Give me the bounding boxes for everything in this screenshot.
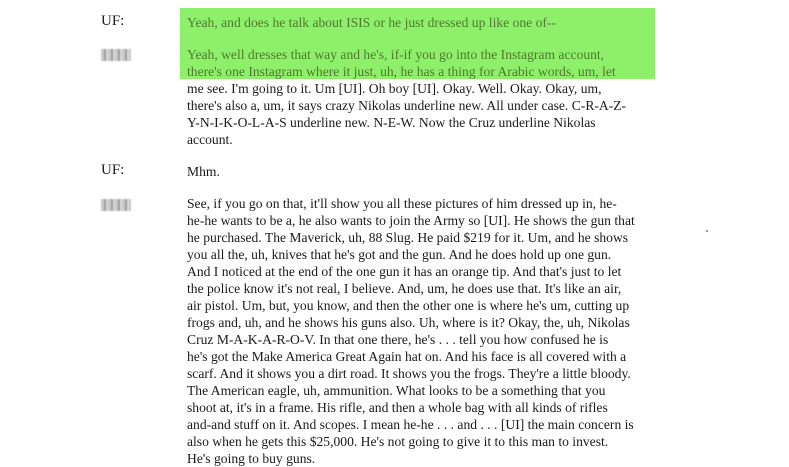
transcript-line: Yeah, and does he talk about ISIS or he just dressed up like one of-- [187,15,556,30]
transcript-line: and-and stuff on it. And scopes. I mean he-he . . . and . . . [UI] the main concern is [187,417,634,432]
transcript-line: Mhm. [187,164,220,179]
transcript-line: Cruz M-A-K-A-R-O-V. In that one there, he's . . . tell you how confused he is [187,332,609,347]
speaker-label: UF: [101,162,125,178]
transcript-line: me see. I'm going to it. Um [UI]. Oh boy [UI]. Okay. Well. Okay. Okay, um, [187,81,602,96]
transcript-line: there's one Instagram where it just, uh, he has a thing for Arabic words, um, let [187,64,616,79]
transcript-line: Yeah, well dresses that way and he's, if-if you go into the Instagram account, [187,47,605,62]
transcript-line: And I noticed at the end of the one gun it has an orange tip. And that's just to let [187,264,622,279]
transcript-line: scarf. And it shows you a dirt road. It shows you the frogs. They're a little bloody. [187,366,631,381]
transcript-line: Y-N-I-K-O-L-A-S underline new. N-E-W. Now the Cruz underline Nikolas [187,115,596,130]
transcript-line: account. [187,132,233,147]
transcript-line: also when he gets this $25,000. He's not going to give it to this man to invest. [187,434,609,449]
redacted-speaker-name [101,199,131,211]
transcript-line: the police know it's not real, I believe. And, um, he does use that. It's like an air, [187,281,622,296]
transcript-line: he's got the Make America Great Again hat on. And his face is all covered with a [187,349,627,364]
transcript-line: he-he wants to be a, he also wants to join the Army so [UI]. He shows the gun that [187,213,635,228]
transcript-line: The American eagle, uh, ammunition. What looks to be a something that you [187,383,606,398]
scan-speck [706,230,708,232]
transcript-line: he purchased. The Maverick, uh, 88 Slug. He paid $219 for it. Um, and he shows [187,230,629,245]
transcript-line: See, if you go on that, it'll show you all these pictures of him dressed up in, he- [187,196,617,211]
transcript-line: frogs and, uh, and he shows his guns also. Uh, where is it? Okay, the, uh, Nikolas [187,315,630,330]
redacted-speaker-name [101,49,131,61]
transcript-line: there's also a, um, it says crazy Nikolas underline new. All under case. C-R-A-Z- [187,98,627,113]
transcript-line: He's going to buy guns. [187,451,316,466]
transcript-line: air pistol. Um, but, you know, and then the other one is where he's um, cutting up [187,298,630,313]
transcript-line: you all the, uh, knives that he's got and the gun. And he does hold up one gun. [187,247,612,262]
transcript-line: shoot at, it's in a frame. His rifle, and then a whole bag with all kinds of rifles [187,400,608,415]
speaker-label: UF: [101,13,125,29]
